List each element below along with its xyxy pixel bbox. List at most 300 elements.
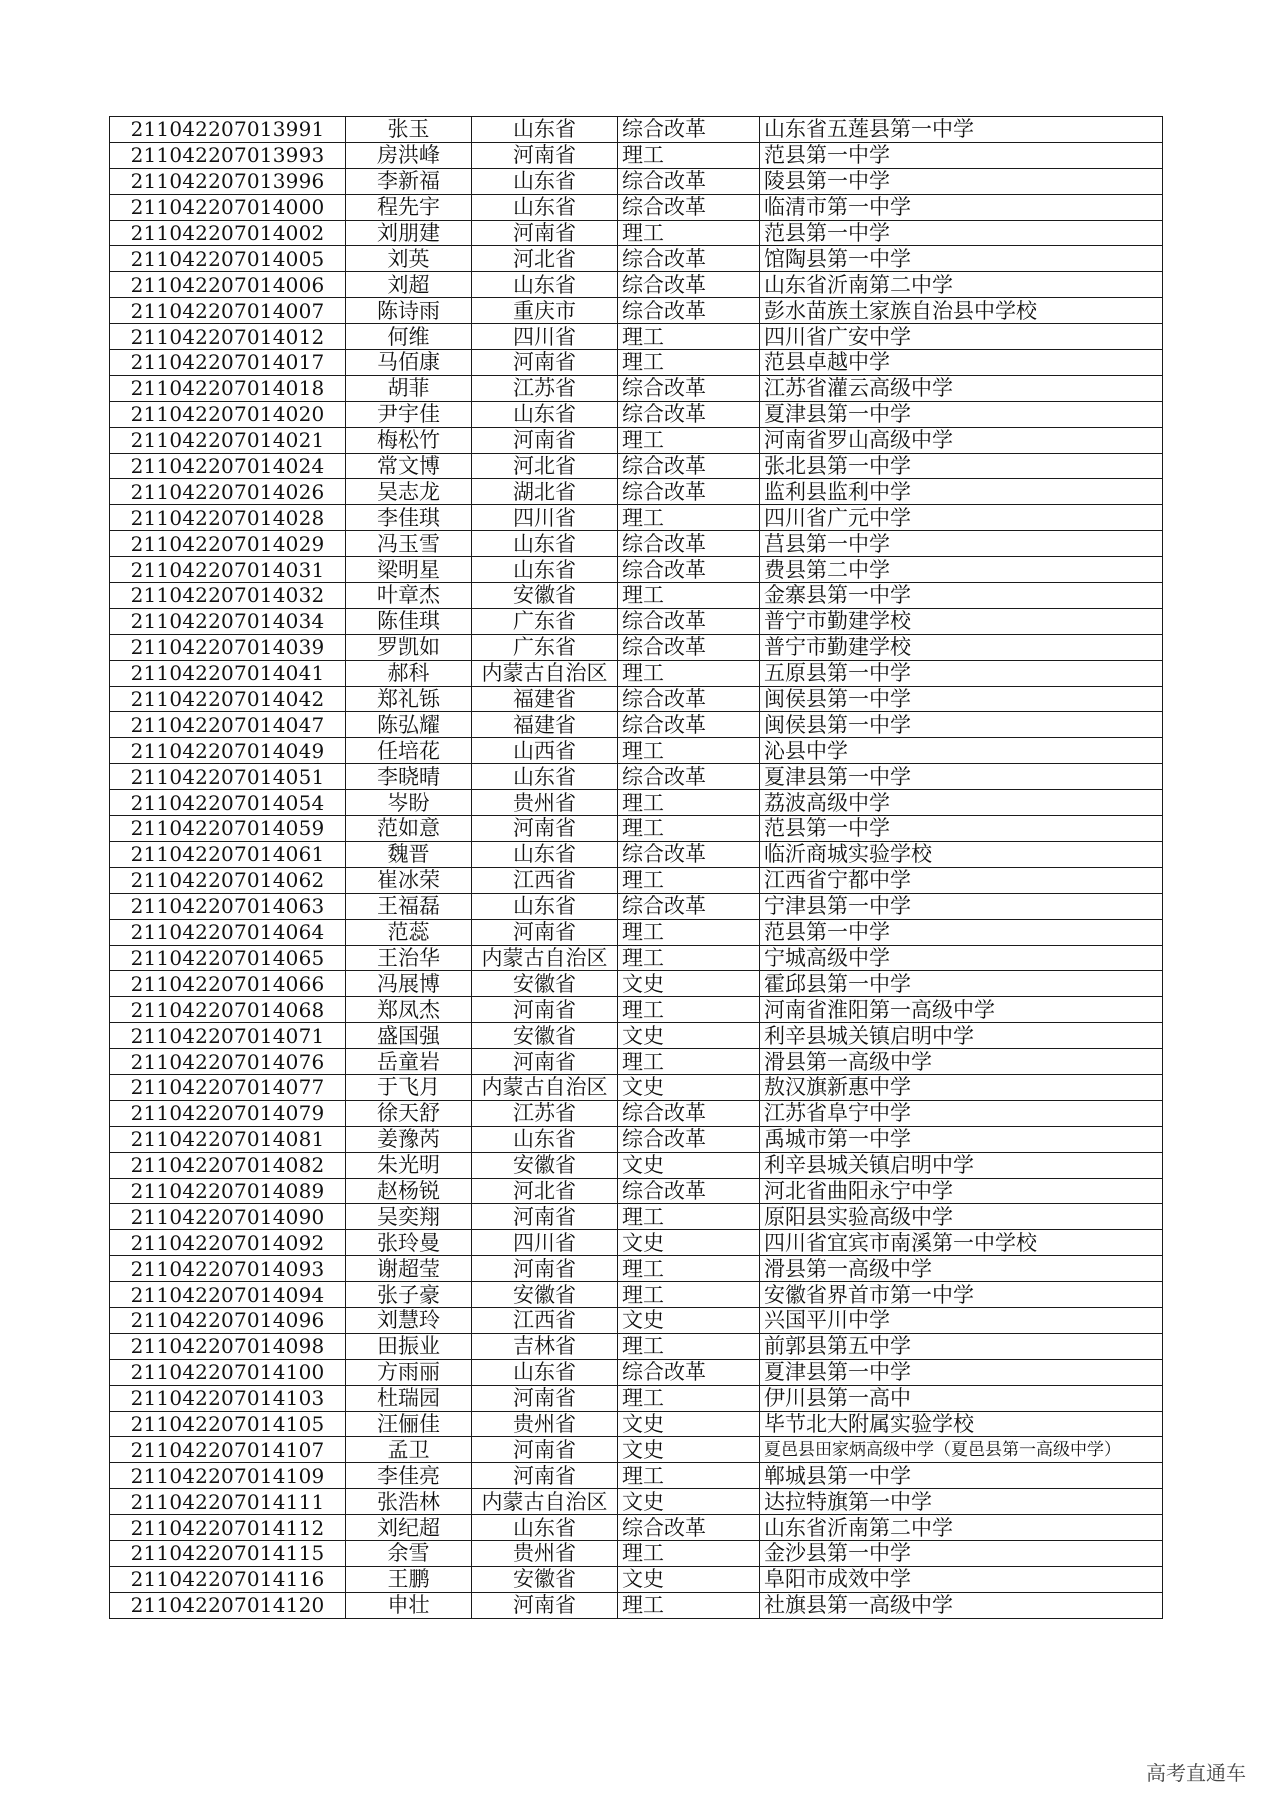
province-cell: 广东省 xyxy=(472,634,618,660)
school-name-cell: 河南省罗山高级中学 xyxy=(760,427,1163,453)
subject-type-cell: 综合改革 xyxy=(618,1100,760,1126)
province-cell: 山东省 xyxy=(472,531,618,557)
subject-type-cell: 理工 xyxy=(618,427,760,453)
candidate-id-cell: 211042207014034 xyxy=(110,608,346,634)
province-cell: 贵州省 xyxy=(472,790,618,816)
watermark-text: 高考直通车 xyxy=(1146,1761,1246,1785)
student-name-cell: 崔冰荣 xyxy=(346,867,472,893)
province-cell: 山东省 xyxy=(472,1359,618,1385)
table-row xyxy=(110,1230,1163,1256)
subject-type-cell: 理工 xyxy=(618,867,760,893)
student-name-cell: 任培花 xyxy=(346,738,472,764)
table-row xyxy=(110,608,1163,634)
subject-type-cell: 综合改革 xyxy=(618,893,760,919)
subject-type-cell: 综合改革 xyxy=(618,841,760,867)
table-body xyxy=(110,117,1163,1619)
student-name-cell: 陈诗雨 xyxy=(346,298,472,324)
student-name-cell: 刘英 xyxy=(346,246,472,272)
subject-type-cell: 综合改革 xyxy=(618,1178,760,1204)
student-name-cell: 余雪 xyxy=(346,1540,472,1566)
school-name-cell: 夏津县第一中学 xyxy=(760,401,1163,427)
subject-type-cell: 文史 xyxy=(618,1489,760,1515)
province-cell: 四川省 xyxy=(472,505,618,531)
subject-type-cell: 理工 xyxy=(618,1282,760,1308)
table-row xyxy=(110,557,1163,583)
school-name-cell: 闽侯县第一中学 xyxy=(760,712,1163,738)
subject-type-cell: 综合改革 xyxy=(618,764,760,790)
province-cell: 山东省 xyxy=(472,168,618,194)
subject-type-cell: 综合改革 xyxy=(618,1126,760,1152)
province-cell: 内蒙古自治区 xyxy=(472,660,618,686)
candidate-id-cell: 211042207014029 xyxy=(110,531,346,557)
subject-type-cell: 理工 xyxy=(618,738,760,764)
candidate-id-cell: 211042207014054 xyxy=(110,790,346,816)
school-name-cell: 利辛县城关镇启明中学 xyxy=(760,1152,1163,1178)
candidate-id-cell: 211042207014042 xyxy=(110,686,346,712)
student-name-cell: 王福磊 xyxy=(346,893,472,919)
student-name-cell: 王治华 xyxy=(346,945,472,971)
student-name-cell: 吴奕翔 xyxy=(346,1204,472,1230)
table-row xyxy=(110,1049,1163,1075)
table-row xyxy=(110,1282,1163,1308)
subject-type-cell: 综合改革 xyxy=(618,479,760,505)
student-name-cell: 张玲曼 xyxy=(346,1230,472,1256)
subject-type-cell: 综合改革 xyxy=(618,531,760,557)
candidate-id-cell: 211042207014049 xyxy=(110,738,346,764)
candidate-id-cell: 211042207014096 xyxy=(110,1307,346,1333)
table-row xyxy=(110,919,1163,945)
student-name-cell: 魏晋 xyxy=(346,841,472,867)
student-name-cell: 姜豫芮 xyxy=(346,1126,472,1152)
candidate-id-cell: 211042207014017 xyxy=(110,350,346,376)
table-row xyxy=(110,168,1163,194)
school-name-cell: 陵县第一中学 xyxy=(760,168,1163,194)
subject-type-cell: 理工 xyxy=(618,816,760,842)
subject-type-cell: 综合改革 xyxy=(618,1515,760,1541)
school-name-cell: 安徽省界首市第一中学 xyxy=(760,1282,1163,1308)
subject-type-cell: 文史 xyxy=(618,1023,760,1049)
table-row xyxy=(110,841,1163,867)
province-cell: 河南省 xyxy=(472,1385,618,1411)
province-cell: 四川省 xyxy=(472,1230,618,1256)
province-cell: 山东省 xyxy=(472,1515,618,1541)
province-cell: 四川省 xyxy=(472,324,618,350)
table-row xyxy=(110,1204,1163,1230)
student-name-cell: 岑盼 xyxy=(346,790,472,816)
school-name-cell: 江苏省阜宁中学 xyxy=(760,1100,1163,1126)
subject-type-cell: 文史 xyxy=(618,971,760,997)
student-name-cell: 范蕊 xyxy=(346,919,472,945)
table-row xyxy=(110,893,1163,919)
school-name-cell: 江苏省灌云高级中学 xyxy=(760,375,1163,401)
table-row xyxy=(110,194,1163,220)
candidate-id-cell: 211042207014068 xyxy=(110,997,346,1023)
school-name-cell: 五原县第一中学 xyxy=(760,660,1163,686)
province-cell: 河南省 xyxy=(472,1256,618,1282)
student-name-cell: 陈佳琪 xyxy=(346,608,472,634)
student-name-cell: 梁明星 xyxy=(346,557,472,583)
subject-type-cell: 文史 xyxy=(618,1230,760,1256)
table-row xyxy=(110,531,1163,557)
province-cell: 河南省 xyxy=(472,142,618,168)
candidate-id-cell: 211042207014006 xyxy=(110,272,346,298)
table-row xyxy=(110,971,1163,997)
student-name-cell: 郑礼铄 xyxy=(346,686,472,712)
subject-type-cell: 理工 xyxy=(618,660,760,686)
student-name-cell: 程先宇 xyxy=(346,194,472,220)
table-row xyxy=(110,505,1163,531)
school-name-cell: 滑县第一高级中学 xyxy=(760,1049,1163,1075)
candidate-id-cell: 211042207014047 xyxy=(110,712,346,738)
student-name-cell: 徐天舒 xyxy=(346,1100,472,1126)
school-name-cell: 莒县第一中学 xyxy=(760,531,1163,557)
table-row xyxy=(110,1385,1163,1411)
student-name-cell: 汪俪佳 xyxy=(346,1411,472,1437)
table-row xyxy=(110,1540,1163,1566)
candidate-id-cell: 211042207014094 xyxy=(110,1282,346,1308)
student-name-cell: 刘纪超 xyxy=(346,1515,472,1541)
school-name-cell: 山东省沂南第二中学 xyxy=(760,272,1163,298)
table-row xyxy=(110,1256,1163,1282)
student-name-cell: 张玉 xyxy=(346,117,472,143)
candidate-id-cell: 211042207013996 xyxy=(110,168,346,194)
candidate-id-cell: 211042207014041 xyxy=(110,660,346,686)
school-name-cell: 山东省沂南第二中学 xyxy=(760,1515,1163,1541)
province-cell: 福建省 xyxy=(472,712,618,738)
subject-type-cell: 综合改革 xyxy=(618,246,760,272)
candidate-id-cell: 211042207014079 xyxy=(110,1100,346,1126)
table-row xyxy=(110,1437,1163,1463)
student-name-cell: 叶章杰 xyxy=(346,583,472,609)
student-name-cell: 房洪峰 xyxy=(346,142,472,168)
province-cell: 山东省 xyxy=(472,557,618,583)
province-cell: 河南省 xyxy=(472,1204,618,1230)
student-name-cell: 孟卫 xyxy=(346,1437,472,1463)
subject-type-cell: 理工 xyxy=(618,324,760,350)
candidate-id-cell: 211042207014066 xyxy=(110,971,346,997)
province-cell: 河南省 xyxy=(472,919,618,945)
table-row xyxy=(110,1411,1163,1437)
school-name-cell: 夏津县第一中学 xyxy=(760,764,1163,790)
school-name-cell: 范县卓越中学 xyxy=(760,350,1163,376)
candidate-id-cell: 211042207014063 xyxy=(110,893,346,919)
candidate-id-cell: 211042207014026 xyxy=(110,479,346,505)
table-row xyxy=(110,427,1163,453)
table-row xyxy=(110,220,1163,246)
table-row xyxy=(110,660,1163,686)
table-row xyxy=(110,997,1163,1023)
province-cell: 吉林省 xyxy=(472,1333,618,1359)
student-name-cell: 于飞月 xyxy=(346,1074,472,1100)
candidate-id-cell: 211042207014109 xyxy=(110,1463,346,1489)
student-name-cell: 马佰康 xyxy=(346,350,472,376)
school-name-cell: 临清市第一中学 xyxy=(760,194,1163,220)
subject-type-cell: 文史 xyxy=(618,1566,760,1592)
school-name-cell: 费县第二中学 xyxy=(760,557,1163,583)
candidate-id-cell: 211042207014059 xyxy=(110,816,346,842)
school-name-cell: 四川省宜宾市南溪第一中学校 xyxy=(760,1230,1163,1256)
school-name-cell: 阜阳市成效中学 xyxy=(760,1566,1163,1592)
student-name-cell: 李佳亮 xyxy=(346,1463,472,1489)
table-row xyxy=(110,1333,1163,1359)
candidate-id-cell: 211042207014115 xyxy=(110,1540,346,1566)
student-name-cell: 岳童岩 xyxy=(346,1049,472,1075)
subject-type-cell: 理工 xyxy=(618,350,760,376)
candidate-id-cell: 211042207014103 xyxy=(110,1385,346,1411)
table-row xyxy=(110,298,1163,324)
subject-type-cell: 文史 xyxy=(618,1074,760,1100)
student-name-cell: 张浩林 xyxy=(346,1489,472,1515)
province-cell: 河南省 xyxy=(472,997,618,1023)
province-cell: 河南省 xyxy=(472,1592,618,1618)
table-row xyxy=(110,1023,1163,1049)
school-name-cell: 监利县监利中学 xyxy=(760,479,1163,505)
table-row xyxy=(110,142,1163,168)
student-name-cell: 郑凤杰 xyxy=(346,997,472,1023)
subject-type-cell: 综合改革 xyxy=(618,712,760,738)
school-name-cell: 滑县第一高级中学 xyxy=(760,1256,1163,1282)
student-name-cell: 冯展博 xyxy=(346,971,472,997)
candidate-id-cell: 211042207014000 xyxy=(110,194,346,220)
candidate-id-cell: 211042207013991 xyxy=(110,117,346,143)
subject-type-cell: 理工 xyxy=(618,919,760,945)
school-name-cell: 达拉特旗第一中学 xyxy=(760,1489,1163,1515)
province-cell: 河南省 xyxy=(472,350,618,376)
subject-type-cell: 综合改革 xyxy=(618,401,760,427)
student-name-cell: 吴志龙 xyxy=(346,479,472,505)
student-name-cell: 田振业 xyxy=(346,1333,472,1359)
school-name-cell: 河北省曲阳永宁中学 xyxy=(760,1178,1163,1204)
province-cell: 河南省 xyxy=(472,1463,618,1489)
table-row xyxy=(110,686,1163,712)
candidate-id-cell: 211042207014077 xyxy=(110,1074,346,1100)
subject-type-cell: 理工 xyxy=(618,505,760,531)
candidate-id-cell: 211042207014007 xyxy=(110,298,346,324)
candidate-id-cell: 211042207014071 xyxy=(110,1023,346,1049)
subject-type-cell: 综合改革 xyxy=(618,168,760,194)
province-cell: 河南省 xyxy=(472,427,618,453)
table-row xyxy=(110,764,1163,790)
table-row xyxy=(110,1566,1163,1592)
province-cell: 河南省 xyxy=(472,1437,618,1463)
student-name-cell: 常文博 xyxy=(346,453,472,479)
school-name-cell: 山东省五莲县第一中学 xyxy=(760,117,1163,143)
province-cell: 山东省 xyxy=(472,1126,618,1152)
student-name-cell: 刘朋建 xyxy=(346,220,472,246)
candidate-id-cell: 211042207014028 xyxy=(110,505,346,531)
province-cell: 山东省 xyxy=(472,764,618,790)
subject-type-cell: 理工 xyxy=(618,583,760,609)
student-name-cell: 谢超莹 xyxy=(346,1256,472,1282)
province-cell: 安徽省 xyxy=(472,1023,618,1049)
table-row xyxy=(110,350,1163,376)
province-cell: 江西省 xyxy=(472,1307,618,1333)
province-cell: 山东省 xyxy=(472,841,618,867)
school-name-cell: 利辛县城关镇启明中学 xyxy=(760,1023,1163,1049)
subject-type-cell: 文史 xyxy=(618,1307,760,1333)
table-row xyxy=(110,816,1163,842)
province-cell: 贵州省 xyxy=(472,1540,618,1566)
candidate-id-cell: 211042207014051 xyxy=(110,764,346,790)
province-cell: 内蒙古自治区 xyxy=(472,1489,618,1515)
subject-type-cell: 综合改革 xyxy=(618,686,760,712)
subject-type-cell: 理工 xyxy=(618,142,760,168)
table-row xyxy=(110,712,1163,738)
candidate-id-cell: 211042207014062 xyxy=(110,867,346,893)
subject-type-cell: 综合改革 xyxy=(618,1359,760,1385)
subject-type-cell: 理工 xyxy=(618,1256,760,1282)
subject-type-cell: 文史 xyxy=(618,1152,760,1178)
province-cell: 河南省 xyxy=(472,816,618,842)
school-name-cell: 范县第一中学 xyxy=(760,142,1163,168)
school-name-cell: 宁津县第一中学 xyxy=(760,893,1163,919)
table-row xyxy=(110,1100,1163,1126)
student-name-cell: 尹宇佳 xyxy=(346,401,472,427)
school-name-cell: 禹城市第一中学 xyxy=(760,1126,1163,1152)
candidate-id-cell: 211042207014082 xyxy=(110,1152,346,1178)
table-row xyxy=(110,1515,1163,1541)
subject-type-cell: 理工 xyxy=(618,945,760,971)
province-cell: 内蒙古自治区 xyxy=(472,945,618,971)
admission-table xyxy=(109,116,1163,1619)
school-name-cell: 兴国平川中学 xyxy=(760,1307,1163,1333)
school-name-cell: 彭水苗族土家族自治县中学校 xyxy=(760,298,1163,324)
province-cell: 山东省 xyxy=(472,272,618,298)
school-name-cell: 社旗县第一高级中学 xyxy=(760,1592,1163,1618)
student-name-cell: 何维 xyxy=(346,324,472,350)
candidate-id-cell: 211042207014021 xyxy=(110,427,346,453)
school-name-cell: 江西省宁都中学 xyxy=(760,867,1163,893)
candidate-id-cell: 211042207014116 xyxy=(110,1566,346,1592)
school-name-cell: 郸城县第一中学 xyxy=(760,1463,1163,1489)
student-name-cell: 冯玉雪 xyxy=(346,531,472,557)
table-row xyxy=(110,453,1163,479)
table-row xyxy=(110,634,1163,660)
table-row xyxy=(110,117,1163,143)
candidate-id-cell: 211042207014064 xyxy=(110,919,346,945)
school-name-cell: 金寨县第一中学 xyxy=(760,583,1163,609)
school-name-cell: 敖汉旗新惠中学 xyxy=(760,1074,1163,1100)
table-row xyxy=(110,583,1163,609)
school-name-cell: 荔波高级中学 xyxy=(760,790,1163,816)
school-name-cell: 四川省广元中学 xyxy=(760,505,1163,531)
candidate-id-cell: 211042207014120 xyxy=(110,1592,346,1618)
candidate-id-cell: 211042207014105 xyxy=(110,1411,346,1437)
candidate-id-cell: 211042207014092 xyxy=(110,1230,346,1256)
subject-type-cell: 综合改革 xyxy=(618,272,760,298)
province-cell: 内蒙古自治区 xyxy=(472,1074,618,1100)
candidate-id-cell: 211042207014098 xyxy=(110,1333,346,1359)
subject-type-cell: 理工 xyxy=(618,1049,760,1075)
candidate-id-cell: 211042207014018 xyxy=(110,375,346,401)
candidate-id-cell: 211042207014111 xyxy=(110,1489,346,1515)
table-row xyxy=(110,324,1163,350)
candidate-id-cell: 211042207014081 xyxy=(110,1126,346,1152)
province-cell: 河北省 xyxy=(472,1178,618,1204)
school-name-cell: 临沂商城实验学校 xyxy=(760,841,1163,867)
table-row xyxy=(110,1074,1163,1100)
candidate-id-cell: 211042207014024 xyxy=(110,453,346,479)
subject-type-cell: 理工 xyxy=(618,1333,760,1359)
province-cell: 重庆市 xyxy=(472,298,618,324)
school-name-cell: 伊川县第一高中 xyxy=(760,1385,1163,1411)
province-cell: 湖北省 xyxy=(472,479,618,505)
table-row xyxy=(110,272,1163,298)
province-cell: 河北省 xyxy=(472,453,618,479)
province-cell: 山东省 xyxy=(472,401,618,427)
subject-type-cell: 理工 xyxy=(618,790,760,816)
subject-type-cell: 文史 xyxy=(618,1411,760,1437)
subject-type-cell: 理工 xyxy=(618,1204,760,1230)
candidate-id-cell: 211042207014032 xyxy=(110,583,346,609)
candidate-id-cell: 211042207014089 xyxy=(110,1178,346,1204)
province-cell: 安徽省 xyxy=(472,1152,618,1178)
province-cell: 河北省 xyxy=(472,246,618,272)
student-name-cell: 申壮 xyxy=(346,1592,472,1618)
subject-type-cell: 理工 xyxy=(618,220,760,246)
school-name-cell: 四川省广安中学 xyxy=(760,324,1163,350)
candidate-id-cell: 211042207014020 xyxy=(110,401,346,427)
province-cell: 安徽省 xyxy=(472,1282,618,1308)
table-row xyxy=(110,1463,1163,1489)
candidate-id-cell: 211042207014012 xyxy=(110,324,346,350)
province-cell: 山东省 xyxy=(472,194,618,220)
school-name-cell: 金沙县第一中学 xyxy=(760,1540,1163,1566)
province-cell: 江西省 xyxy=(472,867,618,893)
subject-type-cell: 文史 xyxy=(618,1437,760,1463)
table-row xyxy=(110,1359,1163,1385)
school-name-cell: 张北县第一中学 xyxy=(760,453,1163,479)
school-name-cell: 馆陶县第一中学 xyxy=(760,246,1163,272)
school-name-cell: 范县第一中学 xyxy=(760,816,1163,842)
student-name-cell: 朱光明 xyxy=(346,1152,472,1178)
subject-type-cell: 综合改革 xyxy=(618,608,760,634)
table-row xyxy=(110,1178,1163,1204)
candidate-id-cell: 211042207014093 xyxy=(110,1256,346,1282)
school-name-cell: 普宁市勤建学校 xyxy=(760,608,1163,634)
province-cell: 安徽省 xyxy=(472,971,618,997)
subject-type-cell: 理工 xyxy=(618,1540,760,1566)
table-row xyxy=(110,1489,1163,1515)
school-name-cell: 沁县中学 xyxy=(760,738,1163,764)
province-cell: 安徽省 xyxy=(472,1566,618,1592)
school-name-cell: 范县第一中学 xyxy=(760,919,1163,945)
table-row xyxy=(110,945,1163,971)
student-name-cell: 刘超 xyxy=(346,272,472,298)
table-row xyxy=(110,246,1163,272)
student-name-cell: 杜瑞园 xyxy=(346,1385,472,1411)
subject-type-cell: 综合改革 xyxy=(618,194,760,220)
subject-type-cell: 理工 xyxy=(618,1592,760,1618)
candidate-id-cell: 211042207014100 xyxy=(110,1359,346,1385)
student-name-cell: 郝科 xyxy=(346,660,472,686)
subject-type-cell: 综合改革 xyxy=(618,634,760,660)
student-name-cell: 范如意 xyxy=(346,816,472,842)
province-cell: 河南省 xyxy=(472,220,618,246)
province-cell: 江苏省 xyxy=(472,1100,618,1126)
candidate-id-cell: 211042207014061 xyxy=(110,841,346,867)
candidate-id-cell: 211042207014107 xyxy=(110,1437,346,1463)
school-name-cell: 范县第一中学 xyxy=(760,220,1163,246)
candidate-id-cell: 211042207014002 xyxy=(110,220,346,246)
school-name-cell: 毕节北大附属实验学校 xyxy=(760,1411,1163,1437)
table-row xyxy=(110,867,1163,893)
student-name-cell: 陈弘耀 xyxy=(346,712,472,738)
table-row xyxy=(110,1126,1163,1152)
province-cell: 山西省 xyxy=(472,738,618,764)
school-name-cell: 普宁市勤建学校 xyxy=(760,634,1163,660)
student-name-cell: 赵杨锐 xyxy=(346,1178,472,1204)
